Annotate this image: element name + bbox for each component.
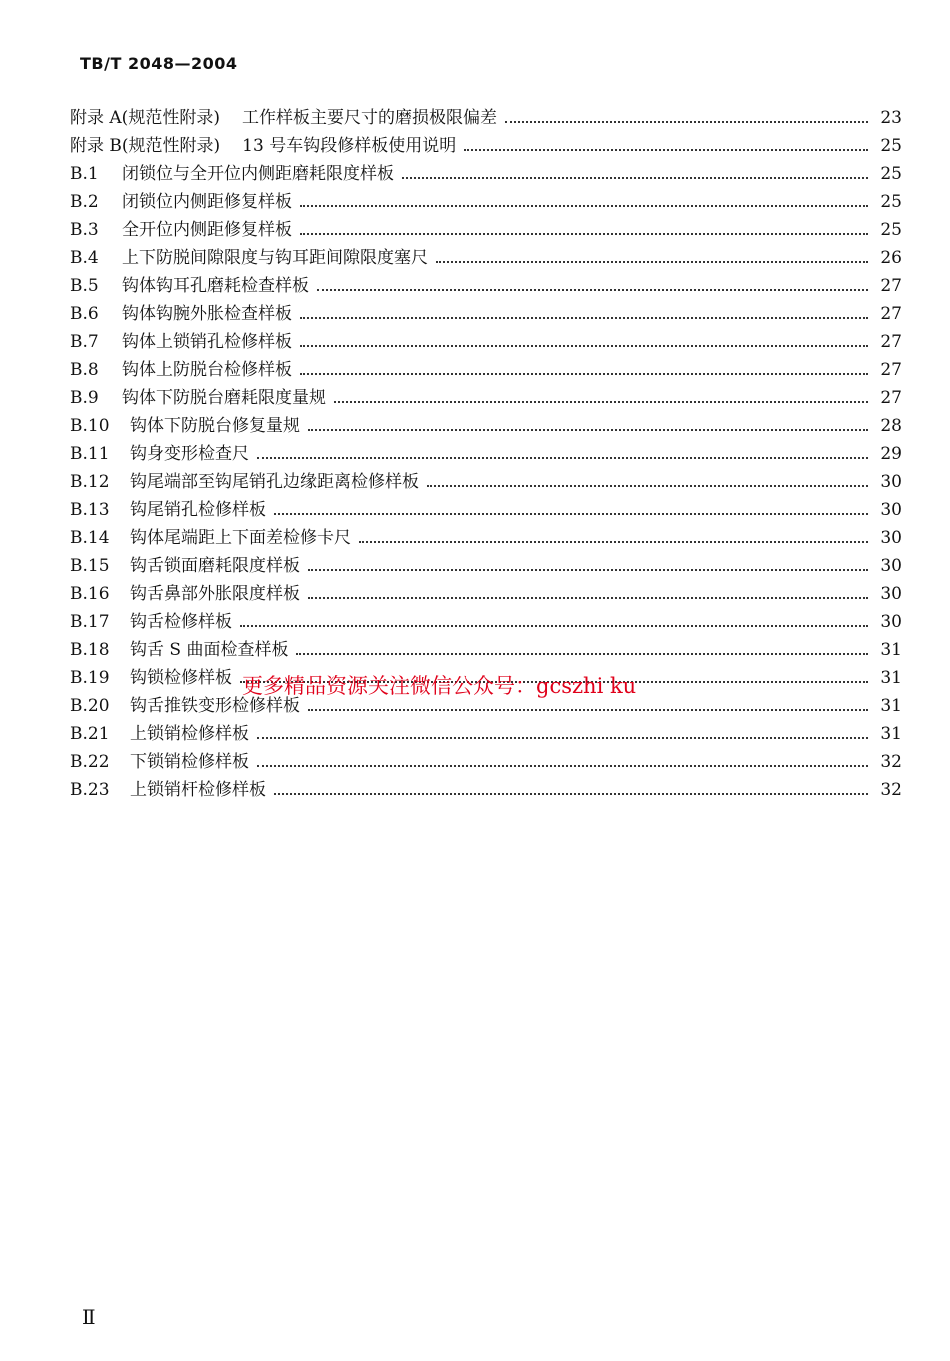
toc-entry-title: 钩舌检修样板 bbox=[130, 612, 232, 632]
toc-entry-page: 26 bbox=[880, 248, 902, 268]
toc-entry[interactable] bbox=[70, 464, 902, 492]
toc-entry-title: 钩体下防脱台磨耗限度量规 bbox=[122, 388, 326, 408]
toc-entry-title: 工作样板主要尺寸的磨损极限偏差 bbox=[241, 108, 497, 128]
toc-entry[interactable] bbox=[70, 548, 902, 576]
toc-entry-number: B.10 bbox=[70, 416, 110, 436]
toc-entry-page: 29 bbox=[880, 444, 902, 464]
toc-entry-title: 钩锁检修样板 bbox=[130, 668, 232, 688]
toc-leader-dots bbox=[427, 484, 868, 487]
toc-entry-page: 25 bbox=[880, 220, 902, 240]
toc-entry-number: B.6 bbox=[70, 304, 99, 324]
toc-entry-number: B.22 bbox=[70, 752, 110, 772]
toc-entry-page: 32 bbox=[880, 780, 902, 800]
toc-entry-page: 25 bbox=[880, 136, 902, 156]
toc-entry-page: 31 bbox=[880, 696, 902, 716]
toc-entry-number: B.19 bbox=[70, 668, 110, 688]
toc-entry[interactable] bbox=[70, 492, 902, 520]
toc-entry-page: 31 bbox=[880, 724, 902, 744]
toc-leader-dots bbox=[308, 596, 868, 599]
toc-entry-page: 27 bbox=[880, 276, 902, 296]
toc-entry[interactable] bbox=[70, 212, 902, 240]
toc-entry[interactable] bbox=[70, 520, 902, 548]
toc-entry-number: B.14 bbox=[70, 528, 110, 548]
toc-leader-dots bbox=[402, 176, 868, 179]
toc-leader-dots bbox=[300, 372, 868, 375]
toc-leader-dots bbox=[300, 316, 868, 319]
toc-entry-title: 全开位内侧距修复样板 bbox=[122, 220, 292, 240]
toc-entry[interactable] bbox=[70, 436, 902, 464]
toc-entry-page: 31 bbox=[880, 668, 902, 688]
toc-entry-title: 闭锁位与全开位内侧距磨耗限度样板 bbox=[122, 164, 394, 184]
toc-entry-title: 钩体下防脱台修复量规 bbox=[130, 416, 300, 436]
toc-entry-title: 13 号车钩段修样板使用说明 bbox=[242, 136, 457, 156]
toc-entry[interactable] bbox=[70, 744, 902, 772]
toc-entry-page: 23 bbox=[880, 108, 902, 128]
toc-entry-number: B.8 bbox=[70, 360, 99, 380]
toc-entry-number: B.5 bbox=[70, 276, 99, 296]
toc-entry-title: 上下防脱间隙限度与钩耳距间隙限度塞尺 bbox=[122, 248, 428, 268]
toc-leader-dots bbox=[359, 540, 868, 543]
toc-entry-title: 钩舌锁面磨耗限度样板 bbox=[130, 556, 300, 576]
toc-entry[interactable] bbox=[70, 716, 902, 744]
toc-entry-title: 钩体钩耳孔磨耗检查样板 bbox=[122, 276, 309, 296]
toc-entry-page: 25 bbox=[880, 164, 902, 184]
toc-entry[interactable] bbox=[70, 632, 902, 660]
toc-leader-dots bbox=[317, 288, 868, 291]
toc-entry-number: B.9 bbox=[70, 388, 99, 408]
toc-entry-title: 闭锁位内侧距修复样板 bbox=[122, 192, 292, 212]
toc-entry-title: 上锁销杆检修样板 bbox=[130, 780, 266, 800]
toc-entry-title: 钩尾销孔检修样板 bbox=[130, 500, 266, 520]
toc-entry-number: B.20 bbox=[70, 696, 110, 716]
toc-leader-dots bbox=[308, 708, 868, 711]
toc-leader-dots bbox=[257, 736, 868, 739]
toc-entry-page: 30 bbox=[880, 612, 902, 632]
toc-leader-dots bbox=[257, 764, 868, 767]
toc-leader-dots bbox=[274, 792, 868, 795]
toc-entry-number: B.2 bbox=[70, 192, 99, 212]
toc-entry-title: 钩体钩腕外胀检查样板 bbox=[122, 304, 292, 324]
toc-entry-title: 钩身变形检查尺 bbox=[130, 444, 249, 464]
toc-entry-number: B.12 bbox=[70, 472, 110, 492]
toc-leader-dots bbox=[300, 344, 868, 347]
toc-leader-dots bbox=[300, 204, 868, 207]
toc-leader-dots bbox=[274, 512, 868, 515]
toc-entry-page: 25 bbox=[880, 192, 902, 212]
toc-entry-number: B.17 bbox=[70, 612, 110, 632]
toc-leader-dots bbox=[257, 456, 868, 459]
toc-entry-page: 27 bbox=[880, 304, 902, 324]
toc-entry[interactable] bbox=[70, 324, 902, 352]
toc-entry-number: B.13 bbox=[70, 500, 110, 520]
toc-leader-dots bbox=[505, 120, 868, 123]
toc-entry-page: 30 bbox=[880, 556, 902, 576]
toc-entry[interactable] bbox=[70, 408, 902, 436]
toc-entry-page: 27 bbox=[880, 360, 902, 380]
toc-entry[interactable] bbox=[70, 296, 902, 324]
toc-entry-page: 30 bbox=[880, 528, 902, 548]
toc-entry-title: 钩舌 S 曲面检查样板 bbox=[130, 640, 289, 660]
page-number: Ⅱ bbox=[82, 1305, 96, 1329]
toc-entry-number: B.15 bbox=[70, 556, 110, 576]
toc-entry-number: B.7 bbox=[70, 332, 99, 352]
toc-entry-number: B.18 bbox=[70, 640, 110, 660]
toc-entry-page: 28 bbox=[880, 416, 902, 436]
toc-entry-title: 钩舌鼻部外胀限度样板 bbox=[130, 584, 300, 604]
toc-entry-number: B.3 bbox=[70, 220, 99, 240]
toc-entry-title: 钩尾端部至钩尾销孔边缘距离检修样板 bbox=[130, 472, 419, 492]
toc-leader-dots bbox=[296, 652, 868, 655]
toc-entry-number: B.4 bbox=[70, 248, 99, 268]
toc-entry-page: 31 bbox=[880, 640, 902, 660]
toc-entry[interactable] bbox=[70, 184, 902, 212]
toc-entry-number: 附录 A(规范性附录) bbox=[70, 108, 220, 128]
toc-entry-page: 27 bbox=[880, 388, 902, 408]
toc-entry-title: 钩体尾端距上下面差检修卡尺 bbox=[130, 528, 351, 548]
toc-leader-dots bbox=[334, 400, 868, 403]
toc-leader-dots bbox=[436, 260, 868, 263]
toc-entry-page: 32 bbox=[880, 752, 902, 772]
toc-entry-page: 27 bbox=[880, 332, 902, 352]
toc-entry-number: B.1 bbox=[70, 164, 99, 184]
toc-entry-title: 钩体上防脱台检修样板 bbox=[122, 360, 292, 380]
watermark-text: 更多精品资源关注微信公众号：gcszhi ku bbox=[242, 674, 637, 698]
toc-entry-page: 30 bbox=[880, 472, 902, 492]
toc-entry-title: 钩体上锁销孔检修样板 bbox=[122, 332, 292, 352]
toc-entry[interactable] bbox=[70, 268, 902, 296]
toc-leader-dots bbox=[308, 428, 868, 431]
toc-entry[interactable] bbox=[70, 352, 902, 380]
toc-entry[interactable] bbox=[70, 100, 902, 128]
toc-entry[interactable] bbox=[70, 380, 902, 408]
toc-entry-number: 附录 B(规范性附录) bbox=[70, 136, 221, 156]
toc-leader-dots bbox=[464, 148, 868, 151]
toc-leader-dots bbox=[308, 568, 868, 571]
toc-entry-title: 下锁销检修样板 bbox=[130, 752, 249, 772]
toc-entry-page: 30 bbox=[880, 500, 902, 520]
toc-entry[interactable] bbox=[70, 240, 902, 268]
toc-entry[interactable] bbox=[70, 604, 902, 632]
toc-entry[interactable] bbox=[70, 156, 902, 184]
toc-entry[interactable] bbox=[70, 576, 902, 604]
toc-entry[interactable] bbox=[70, 772, 902, 800]
toc-entry[interactable] bbox=[70, 128, 902, 156]
toc-leader-dots bbox=[240, 624, 868, 627]
toc-entry-page: 30 bbox=[880, 584, 902, 604]
document-id-header: TB/T 2048—2004 bbox=[80, 54, 238, 73]
toc-entry-title: 上锁销检修样板 bbox=[130, 724, 249, 744]
toc-entry-title: 钩舌推铁变形检修样板 bbox=[130, 696, 300, 716]
toc-leader-dots bbox=[300, 232, 868, 235]
toc-entry-number: B.23 bbox=[70, 780, 110, 800]
toc-entry-number: B.16 bbox=[70, 584, 110, 604]
toc-entry-number: B.11 bbox=[70, 444, 110, 464]
toc-entry-number: B.21 bbox=[70, 724, 110, 744]
